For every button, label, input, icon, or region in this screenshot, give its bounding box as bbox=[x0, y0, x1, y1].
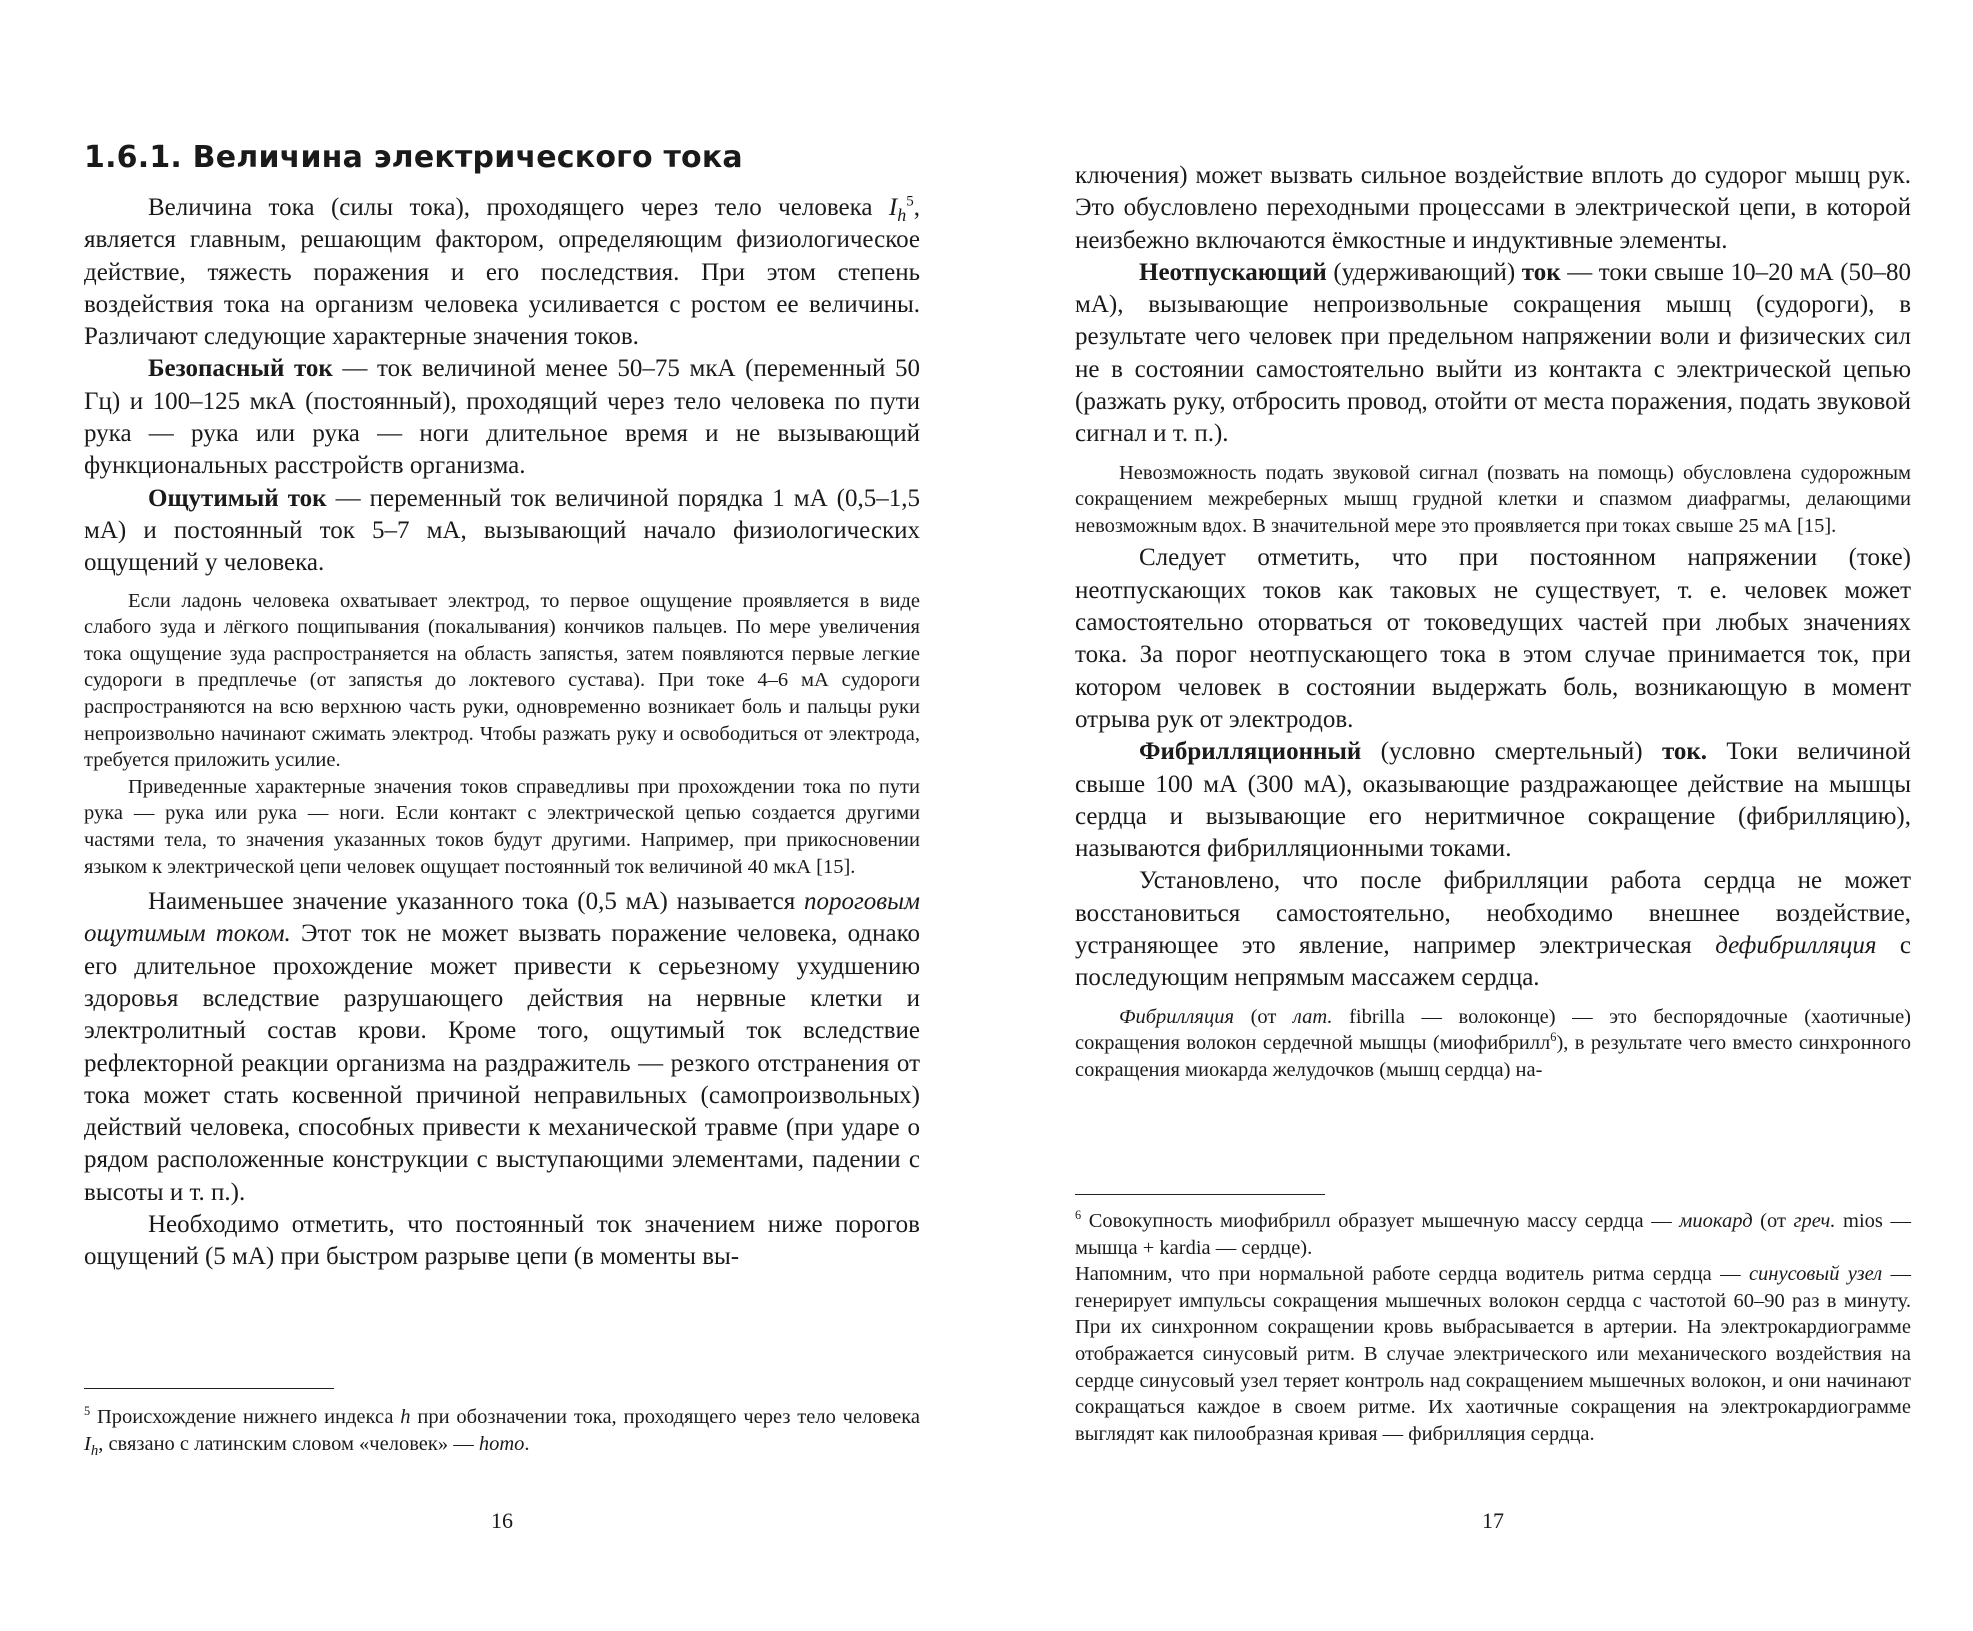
small-note: Фибрилляция (от лат. fibrilla — волоконце) — это беспорядочные (хаотичные) сокращения волокон сердечной мышцы (миофибрилл$^6$), в результате чего вместо синхронного сокращения миокарда желудочков (мышц сердца) на- bbox=[1075, 1005, 1911, 1081]
term: Безопасный ток bbox=[148, 355, 333, 383]
paragraph: Безопасный ток — ток величиной менее 50–75 мкА (переменный 50 Гц) и 100–125 мкА (постоянный), проходящий через тело человека по пути рука — рука или рука — ноги длительное время и не вызывающий функциональных расстройств организма. bbox=[84, 355, 920, 480]
paragraph: Фибрилляционный (условно смертельный) ток. Токи величиной свыше 100 мА (300 мА), оказывающие раздражающее действие на мышцы сердца и вызывающие его неритмичное сокращение (фибрилляцию), называются фибрилляционными токами. bbox=[1075, 738, 1911, 863]
footnote-text: Напомним, что при нормальной работе сердца водитель ритма сердца — синусовый узел — генерирует импульсы сокращения мышечных волокон сердца с частотой 60–90 раз в минуту. При их синхронном сокращении кровь выбрасывается в артерии. На электрокардиограмме отображается синусовый ритм. В случае электрического или механического воздействия на сердце синусовый узел теряет контроль над сокращением мышечных волокон, и они начинают сокращаться каждое в своем ритме. Их хаотичные сокращения на электрокардиограмме выглядят как пилообразная кривая — фибрилляция сердца. bbox=[1075, 1263, 1912, 1445]
right-page bbox=[1075, 0, 1911, 1631]
footnote-divider bbox=[1075, 1194, 1325, 1195]
right-page-body bbox=[1075, 160, 1911, 1083]
paragraph: Неотпускающий (удерживающий) ток — токи свыше 10–20 мА (50–80 мА), вызывающие непроизвольные сокращения мышц (судороги), в результате чего человек при предельном напряжении воли и физических сил не в состоянии самостоятельно выйти из контакта с электрической цепью (разжать руку, отбросить провод, отойти от места поражения, подать звуковой сигнал и т. п.). bbox=[1075, 258, 1911, 448]
small-note: Если ладонь человека охватывает электрод, то первое ощущение проявляется в виде слабого зуда и лёгкого пощипывания (покалывания) кончиков пальцев. По мере увеличения тока ощущение зуда распространяется на область запястья, затем появляются первые легкие судороги в предплечье (от запястья до локтевого сустава). При токе 4–6 мА судороги распространяются на всю верхнюю часть руки, одновременно возникает боль и пальцы руки непроизвольно начинают сжимать электрод. Чтобы разжать руку и освободиться от электрода, требуется приложить усилие. bbox=[84, 589, 920, 772]
footnote-text: $^5$ Происхождение нижнего индекса h при обозначении тока, проходящего через тело человека $I_h$, связано с латинским словом «человек» — homo. bbox=[84, 1404, 920, 1459]
footnote-text: $^6$ Совокупность миофибрилл образует мышечную массу сердца — миокард (от греч. mios — мышца + kardia — сердце). bbox=[1075, 1208, 1911, 1259]
paragraph: Следует отметить, что при постоянном напряжении (токе) неотпускающих токов как таковых не существует, т. е. человек может самостоятельно оторваться от токоведущих частей при любых значениях тока. За порог неотпускающего тока в этом случае принимается ток, при котором человек в состоянии выдержать боль, возникающую в момент отрыва рук от электродов. bbox=[1075, 544, 1911, 733]
footnote-ref[interactable]: 6 bbox=[1550, 1030, 1557, 1045]
footnote bbox=[84, 1404, 920, 1457]
paragraph: Ощутимый ток — переменный ток величиной порядка 1 мА (0,5–1,5 мА) и постоянный ток 5–7 мА, вызывающий начало физиологических ощущений у человека. bbox=[84, 484, 920, 577]
page-number: 17 bbox=[1482, 1508, 1504, 1533]
page-number: 16 bbox=[491, 1508, 513, 1533]
footnote-divider bbox=[84, 1388, 334, 1389]
term: Ощутимый ток bbox=[148, 484, 327, 512]
paragraph: Необходимо отметить, что постоянный ток значением ниже порогов ощущений (5 мА) при быстром разрыве цепи (в моменты вы- bbox=[84, 1211, 920, 1271]
footnote bbox=[1075, 1208, 1911, 1447]
small-note: Приведенные характерные значения токов справедливы при прохождении тока по пути рука — рука или рука — ноги. Если контакт с электрической цепью создается другими частями тела, то значения указанных токов будут другими. Например, при прикосновении языком к электрической цепи человек ощущает постоянный ток величиной 40 мкА [15]. bbox=[84, 775, 920, 878]
paragraph: Установлено, что после фибрилляции работа сердца не может восстановиться самостоятельно, необходимо внешнее воздействие, устраняющее это явление, например электрическая дефибрилляция с последующим непрямым массажем сердца. bbox=[1075, 867, 1911, 992]
footnote-ref[interactable]: 5 bbox=[906, 193, 914, 210]
left-page bbox=[84, 0, 920, 1631]
paragraph: Величина тока (силы тока), проходящего через тело человека $I_h^5$, является главным, решающим фактором, определяющим физиологическое действие, тяжесть поражения и его последствия. При этом степень воздействия тока на организм человека усиливается с ростом ее величины. Различают следующие характерные значения токов. bbox=[84, 193, 920, 351]
paragraph: ключения) может вызвать сильное воздействие вплоть до судорог мышц рук. Это обусловлено переходными процессами в электрической цепи, в которой неизбежно включаются ёмкостные и индуктивные элементы. bbox=[1075, 162, 1911, 254]
section-heading: 1.6.1. Величина электрического тока bbox=[84, 140, 743, 175]
small-note: Невозможность подать звуковой сигнал (позвать на помощь) обусловлена судорожным сокращением межреберных мышц грудной клетки и спазмом диафрагмы, делающими невозможным вдох. В значительной мере это проявляется при токах свыше 25 мА [15]. bbox=[1075, 461, 1911, 537]
term: Неотпускающий bbox=[1139, 258, 1327, 286]
left-page-body bbox=[84, 192, 920, 1274]
term: Фибрилляционный bbox=[1139, 738, 1362, 766]
paragraph: Наименьшее значение указанного тока (0,5 мА) называется пороговым ощутимым током. Этот ток не может вызвать поражение человека, однако его длительное прохождение может привести к серьезному ухудшению здоровья вследствие разрушающего действия на нервные клетки и электролитный состав крови. Кроме того, ощутимый ток вследствие рефлекторной реакции организма на раздражитель — резкого отстранения от тока может стать косвенной причиной неправильных (самопроизвольных) действий человека, способных привести к механической травме (при ударе о рядом расположенные конструкции с выступающими элементами, падении с высоты и т. п.). bbox=[84, 888, 920, 1206]
